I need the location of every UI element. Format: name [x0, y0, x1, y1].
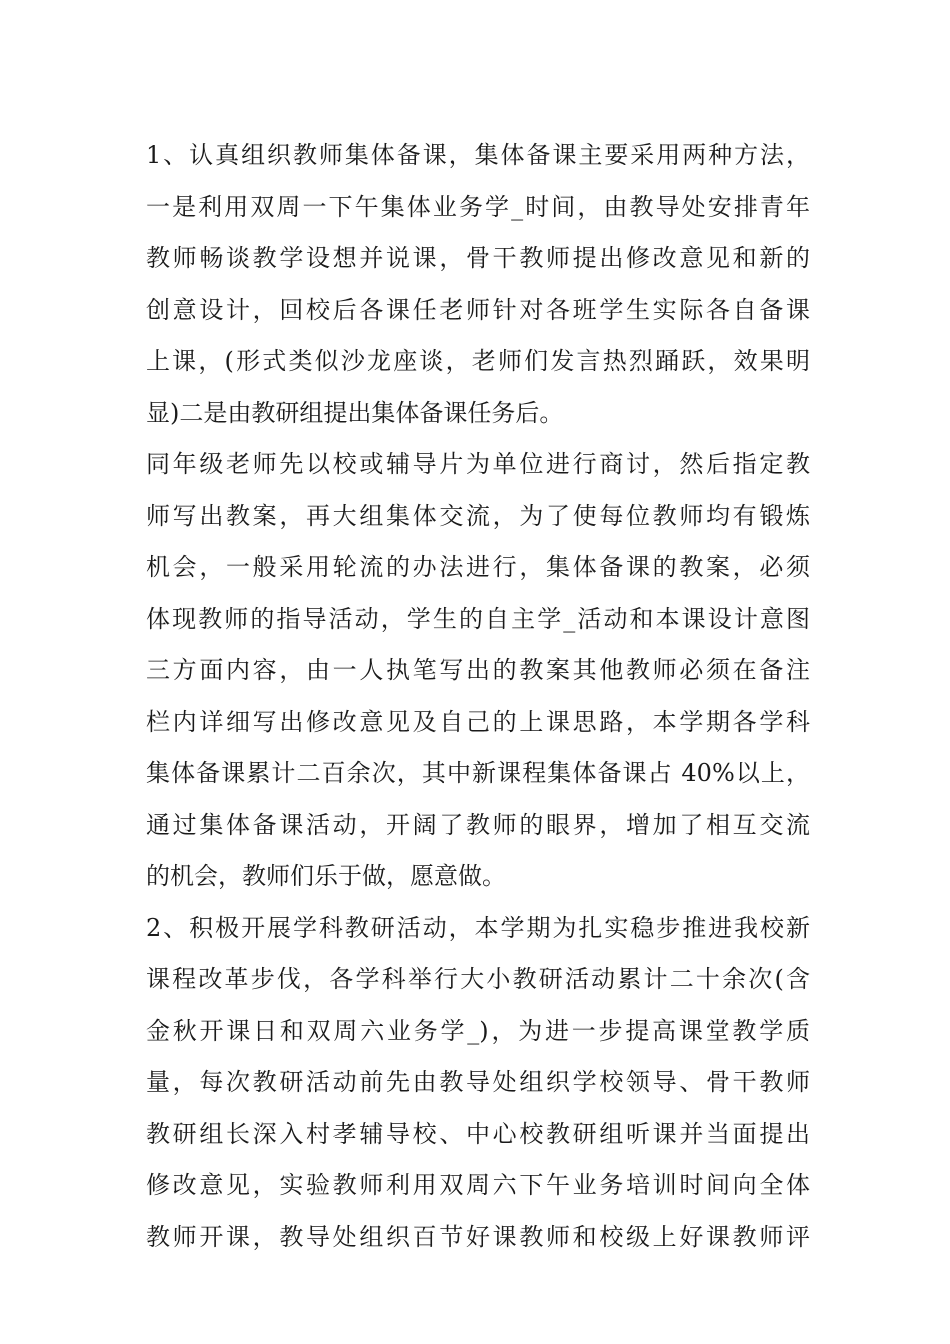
text-line: 同年级老师先以校或辅导片为单位进行商讨，然后指定教 — [146, 450, 810, 478]
text-line: 体现教师的指导活动，学生的自主学_活动和本课设计意图 — [146, 604, 810, 633]
text-line: 修改意见，实验教师利用双周六下午业务培训时间向全体 — [146, 1171, 810, 1199]
text-line: 教研组长深入村孝辅导校、中心校教研组听课并当面提出 — [146, 1119, 810, 1148]
text-line: 机会，一般采用轮流的办法进行，集体备课的教案，必须 — [146, 553, 810, 581]
text-line: 上课，(形式类似沙龙座谈，老师们发言热烈踊跃，效果明 — [146, 347, 810, 375]
document-body — [146, 130, 810, 1263]
text-line: 教师畅谈教学设想并说课，骨干教师提出修改意见和新的 — [146, 244, 810, 272]
text-line: 教师开课，教导处组织百节好课教师和校级上好课教师评 — [146, 1222, 810, 1251]
text-line: 金秋开课日和双周六业务学_)，为进一步提高课堂教学质 — [146, 1016, 810, 1045]
text-line: 创意设计，回校后各课任老师针对各班学生实际各自备课 — [146, 295, 810, 324]
text-line: 课程改革步伐，各学科举行大小教研活动累计二十余次(含 — [146, 965, 810, 993]
text-line: 的机会，教师们乐于做，愿意做。 — [146, 862, 506, 890]
text-line: 2、积极开展学科教研活动，本学期为扎实稳步推进我校新 — [146, 913, 810, 942]
text-line: 栏内详细写出修改意见及自己的上课思路，本学期各学科 — [146, 707, 810, 736]
text-line: 集体备课累计二百余次，其中新课程集体备课占 40%以上， — [146, 759, 810, 787]
text-line: 三方面内容，由一人执笔写出的教案其他教师必须在备注 — [146, 656, 810, 684]
text-line: 师写出教案，再大组集体交流，为了使每位教师均有锻炼 — [146, 501, 810, 530]
text-line: 量，每次教研活动前先由教导处组织学校领导、骨干教师 — [146, 1068, 810, 1096]
text-line: 一是利用双周一下午集体业务学_时间，由教导处安排青年 — [146, 192, 810, 221]
text-line: 显)二是由教研组提出集体备课任务后。 — [146, 398, 564, 427]
text-line: 1、认真组织教师集体备课，集体备课主要采用两种方法， — [146, 141, 810, 169]
text-line: 通过集体备课活动，开阔了教师的眼界，增加了相互交流 — [146, 810, 810, 839]
